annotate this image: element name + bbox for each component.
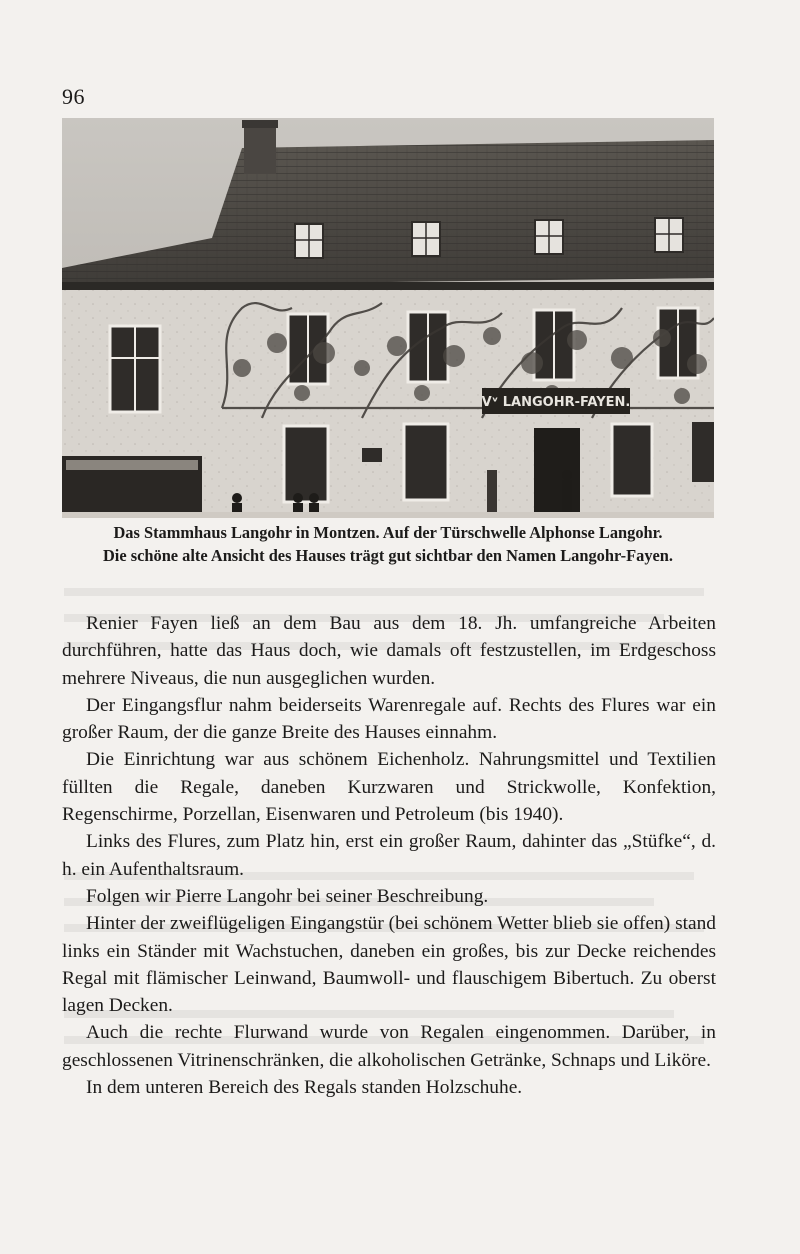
paragraph: Links des Flures, zum Platz hin, erst ein großer Raum, dahinter das „Stüfke“, d. h. ein Aufenthaltsraum. bbox=[62, 831, 716, 880]
page-number: 96 bbox=[62, 84, 85, 109]
paragraph: Der Eingangsflur nahm beiderseits Warenregale auf. Rechts des Flures war ein großer Raum, der die ganze Breite des Hauses einnahm. bbox=[62, 694, 716, 744]
paragraph: Auch die rechte Flurwand wurde von Regalen eingenommen. Darüber, in geschlossenen Vitrinenschränken, die alkoholischen Getränke, Schnaps und Liköre. bbox=[62, 1022, 716, 1071]
figure-caption bbox=[62, 521, 714, 567]
paragraph: Die Einrichtung war aus schönem Eichenholz. Nahrungsmittel und Textilien füllten die Regale, daneben Kurzwaren und Strickwolle, Konfektion, Regenschirme, Porzellan, Eisenwaren und Petroleum (bis 1940). bbox=[62, 749, 716, 826]
caption-line-2: Die schöne alte Ansicht des Hauses trägt gut sichtbar den Namen Langohr-Fayen. bbox=[102, 546, 674, 565]
caption-line-1: Das Stammhaus Langohr in Montzen. Auf der Türschwelle Alphonse Langohr. bbox=[113, 523, 663, 542]
shop-sign: Vᵛ LANGOHR-FAYEN. bbox=[481, 395, 631, 410]
paragraph: Hinter der zweiflügeligen Eingangstür (bei schönem Wetter blieb sie offen) stand links ein Ständer mit Wachstuchen, daneben ein großes, bis zur Decke reichendes Regal mit flämischer Leinwand, Baumwoll- und flauschigem Bibertuch. Zu oberst lagen Decken. bbox=[62, 913, 716, 1017]
paragraph: In dem unteren Bereich des Regals standen Holzschuhe. bbox=[86, 1077, 523, 1099]
house-photograph bbox=[62, 118, 714, 518]
paragraph: Folgen wir Pierre Langohr bei seiner Beschreibung. bbox=[86, 885, 489, 907]
body-text bbox=[62, 610, 716, 1101]
paragraph: Renier Fayen ließ an dem Bau aus dem 18. Jh. umfangreiche Arbeiten durchführen, hatte das Haus doch, wie damals oft festzustellen, im Erdgeschoss mehrere Niveaus, die nun ausgeglichen wurden. bbox=[62, 613, 716, 689]
